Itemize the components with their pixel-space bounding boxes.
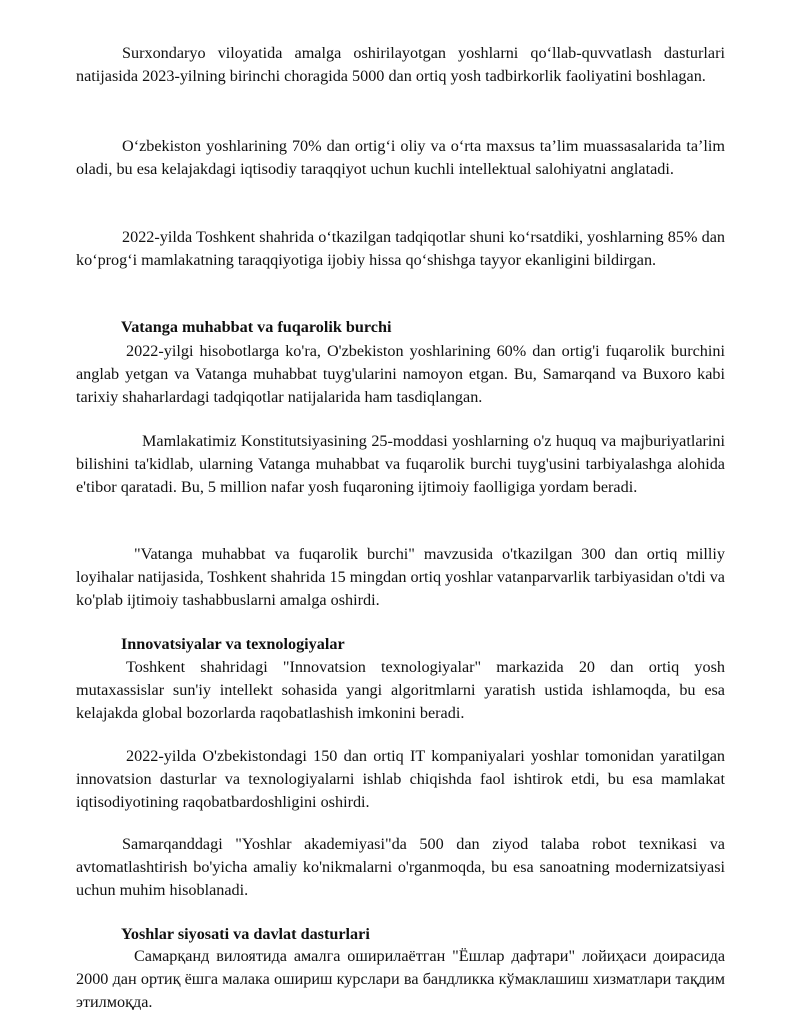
paragraph-ai-center: Toshkent shahridagi "Innovatsion texnologiyalar" markazida 20 dan ortiq yosh mutaxassislar sun'iy intellekt sohasida yangi algoritmlarni yaratish ustida ishlamoqda, bu esa kelajakda global bozorlarda raqobatlashish imkonini beradi. bbox=[76, 658, 725, 722]
paragraph-youth-notebook-project: Самарқанд вилоятида амалга оширилаётган "Ёшлар дафтари" лойиҳаси доирасида 2000 дан ортиқ ёшга малака ошириш курслари ва бандликка кўмаклашиш хизматлари тақдим этилмоқда. bbox=[76, 947, 725, 1011]
heading-youth-policy: Yoshlar siyosati va davlat dasturlari bbox=[121, 925, 370, 943]
paragraph-higher-education-share: O‘zbekiston yoshlarining 70% dan ortig‘i oliy va o‘rta maxsus ta’lim muassasalarida ta’lim oladi, bu esa kelajakdagi iqtisodiy taraqqiyot uchun kuchli intellektual salohiyatni anglatadi. bbox=[76, 137, 725, 178]
paragraph-youth-academy: Samarqanddagi "Yoshlar akademiyasi"da 500 dan ziyod talaba robot texnikasi va avtomatlashtirish bo'yicha amaliy ko'nikmalarni o'rganmoqda, bu esa sanoatning modernizatsiyasi uchun muhim hisoblanadi. bbox=[76, 835, 725, 899]
paragraph-it-companies: 2022-yilda O'zbekistondagi 150 dan ortiq IT kompaniyalari yoshlar tomonidan yaratilgan innovatsion dasturlar va texnologiyalarni ishlab chiqishda faol ishtirok etdi, bu esa mamlakat iqtisodiyotining raqobatbardoshligini oshirdi. bbox=[76, 747, 725, 811]
paragraph-national-projects: "Vatanga muhabbat va fuqarolik burchi" mavzusida o'tkazilgan 300 dan ortiq milliy loyihalar natijasida, Toshkent shahrida 15 mingdan ortiq yoshlar vatanparvarlik tarbiyasidan o'tdi va ko'plab ijtimoiy tashabbuslarni amalga oshirdi. bbox=[76, 545, 725, 609]
heading-patriotism: Vatanga muhabbat va fuqarolik burchi bbox=[121, 318, 392, 336]
paragraph-surxondaryo-entrepreneurs: Surxondaryo viloyatida amalga oshirilayotgan yoshlarni qo‘llab-quvvatlash dasturlari natijasida 2023-yilning birinchi choragida 5000 dan ortiq yosh tadbirkorlik faoliyatini boshlagan. bbox=[76, 44, 725, 85]
paragraph-tashkent-survey: 2022-yilda Toshkent shahrida o‘tkazilgan tadqiqotlar shuni ko‘rsatdiki, yoshlarning 85% dan ko‘prog‘i mamlakatning taraqqiyotiga ijobiy hissa qo‘shishga tayyor ekanligini bildirgan. bbox=[76, 228, 725, 269]
paragraph-civic-duty-reports: 2022-yilgi hisobotlarga ko'ra, O'zbekiston yoshlarining 60% dan ortig'i fuqarolik burchini anglab yetgan va Vatanga muhabbat tuyg'ularini namoyon etgan. Bu, Samarqand va Buxoro kabi tarixiy shaharlardagi tadqiqotlar natijalarida ham tasdiqlangan. bbox=[76, 342, 725, 406]
heading-innovation: Innovatsiyalar va texnologiyalar bbox=[121, 635, 345, 653]
paragraph-constitution-article: Mamlakatimiz Konstitutsiyasining 25-moddasi yoshlarning o'z huquq va majburiyatlarini bilishini ta'kidlab, ularning Vatanga muhabbat va fuqarolik burchi tuyg'usini tarbiyalashga alohida e'tibor qaratadi. Bu, 5 million nafar yosh fuqaroning ijtimoiy faolligiga yordam beradi. bbox=[76, 432, 725, 496]
